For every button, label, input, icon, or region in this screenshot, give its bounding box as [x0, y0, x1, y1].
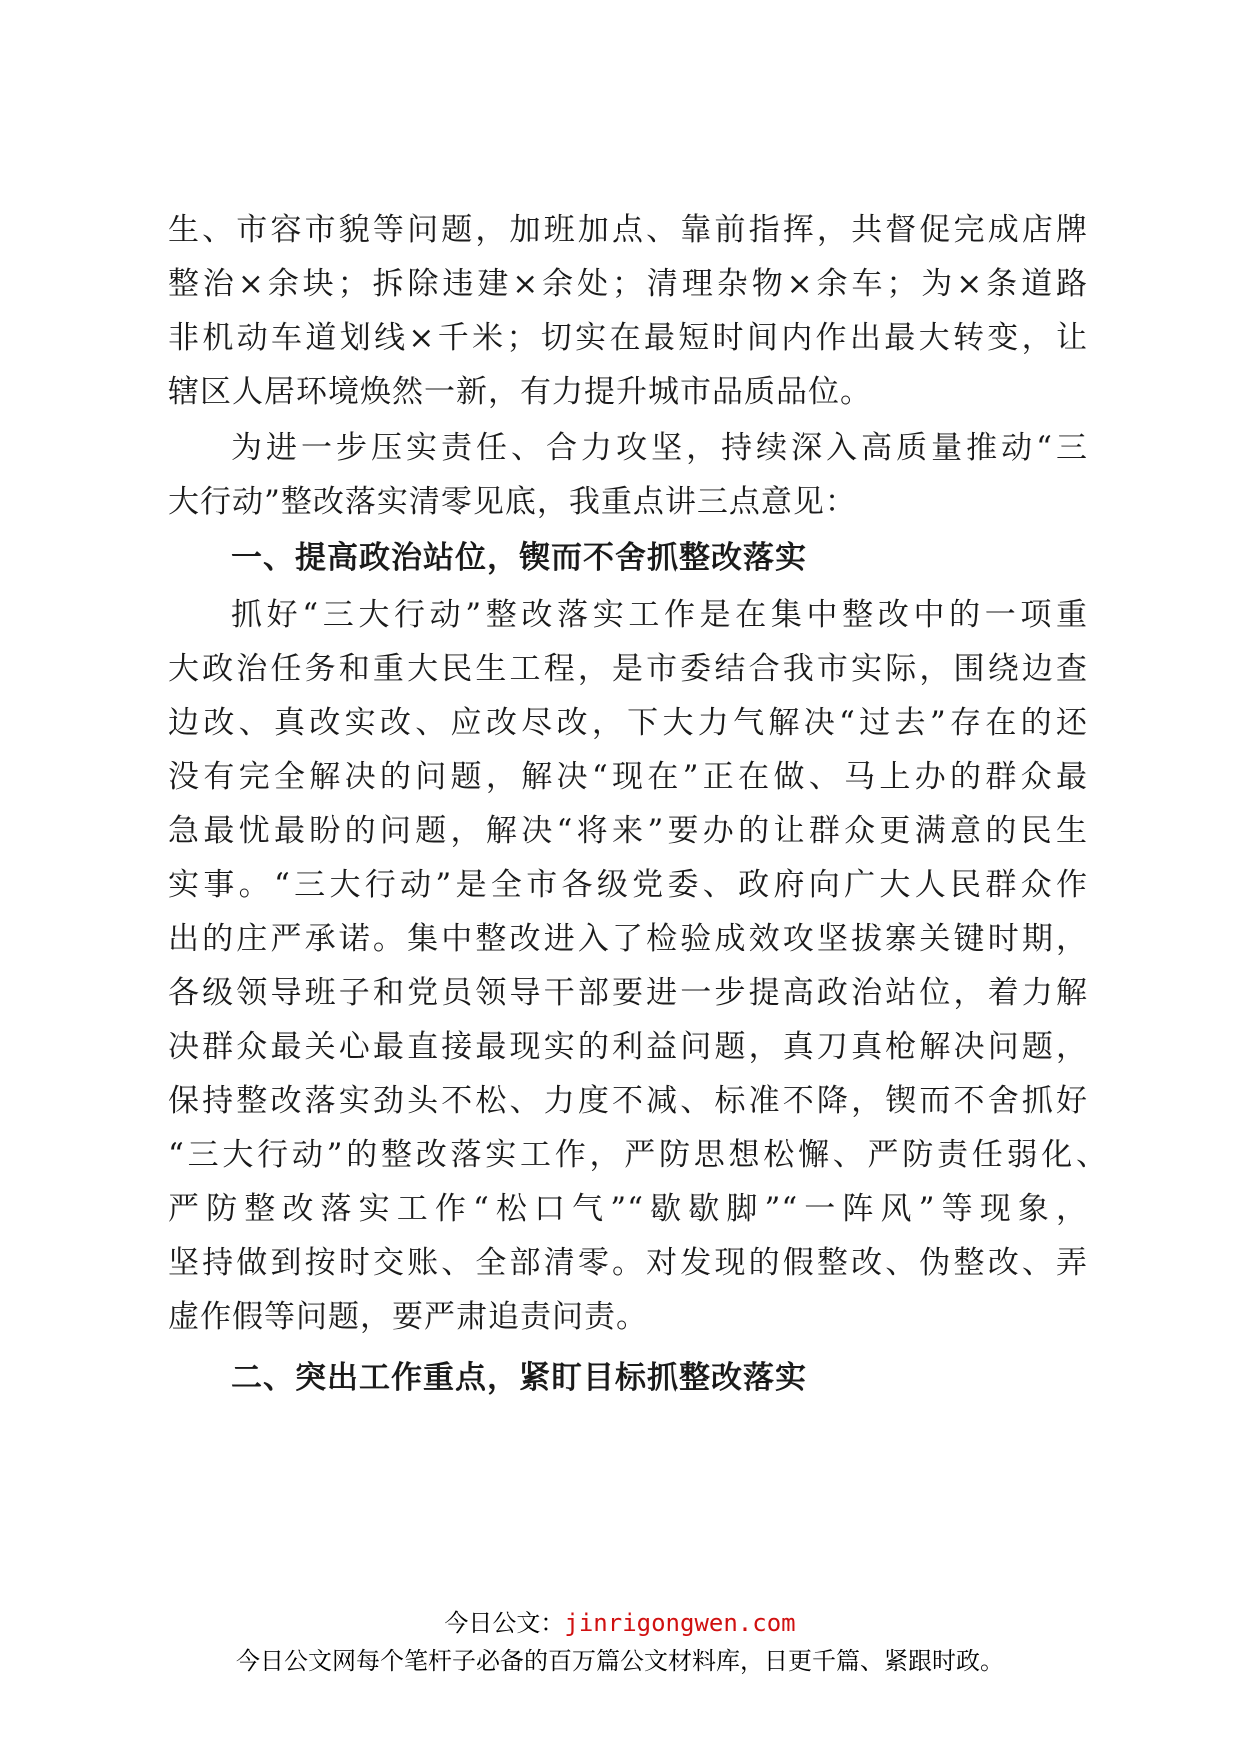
footer-site-url[interactable]: jinrigongwen.com — [564, 1609, 796, 1637]
text-line: 大政治任务和重大民生工程，是市委结合我市实际，围绕边查 — [168, 651, 1088, 687]
text-line: 保持整改落实劲头不松、力度不减、标准不降，锲而不舍抓好 — [168, 1083, 1088, 1119]
text-line: 虚作假等问题，要严肃追责问责。 — [168, 1299, 648, 1335]
text-line: 实事。“三大行动”是全市各级党委、政府向广大人民群众作 — [168, 867, 1088, 903]
text-line: 边改、真改实改、应改尽改，下大力气解决“过去”存在的还 — [168, 705, 1088, 741]
text-line: 出的庄严承诺。集中整改进入了检验成效攻坚拔寨关键时期， — [168, 921, 1088, 957]
section-heading-1: 一、提高政治站位，锲而不舍抓整改落实 — [231, 540, 807, 576]
text-line: 整治×余块；拆除违建×余处；清理杂物×余车；为×条道路 — [168, 266, 1088, 302]
text-line: 抓好“三大行动”整改落实工作是在集中整改中的一项重 — [231, 597, 1088, 633]
text-line: 严防整改落实工作“松口气”“歇歇脚”“一阵风”等现象， — [168, 1191, 1088, 1227]
text-line: “三大行动”的整改落实工作，严防思想松懈、严防责任弱化、 — [168, 1137, 1108, 1173]
text-line: 决群众最关心最直接最现实的利益问题，真刀真枪解决问题， — [168, 1029, 1088, 1065]
footer-site-label: 今日公文： — [444, 1609, 565, 1637]
text-line: 大行动”整改落实清零见底，我重点讲三点意见： — [168, 484, 857, 520]
text-line: 各级领导班子和党员领导干部要进一步提高政治站位，着力解 — [168, 975, 1088, 1011]
text-line: 辖区人居环境焕然一新，有力提升城市品质品位。 — [168, 374, 872, 410]
text-line: 坚持做到按时交账、全部清零。对发现的假整改、伪整改、弄 — [168, 1245, 1088, 1281]
text-line: 没有完全解决的问题，解决“现在”正在做、马上办的群众最 — [168, 759, 1088, 795]
text-line: 生、市容市貌等问题，加班加点、靠前指挥，共督促完成店牌 — [168, 212, 1088, 248]
text-line: 非机动车道划线×千米；切实在最短时间内作出最大转变，让 — [168, 320, 1088, 356]
text-line: 急最忧最盼的问题，解决“将来”要办的让群众更满意的民生 — [168, 813, 1088, 849]
footer-site — [0, 1606, 1240, 1640]
footer-tagline: 今日公文网每个笔杆子必备的百万篇公文材料库，日更千篇、紧跟时政。 — [236, 1647, 1004, 1675]
text-line: 为进一步压实责任、合力攻坚，持续深入高质量推动“三 — [231, 430, 1088, 466]
section-heading-2: 二、突出工作重点，紧盯目标抓整改落实 — [231, 1360, 807, 1396]
